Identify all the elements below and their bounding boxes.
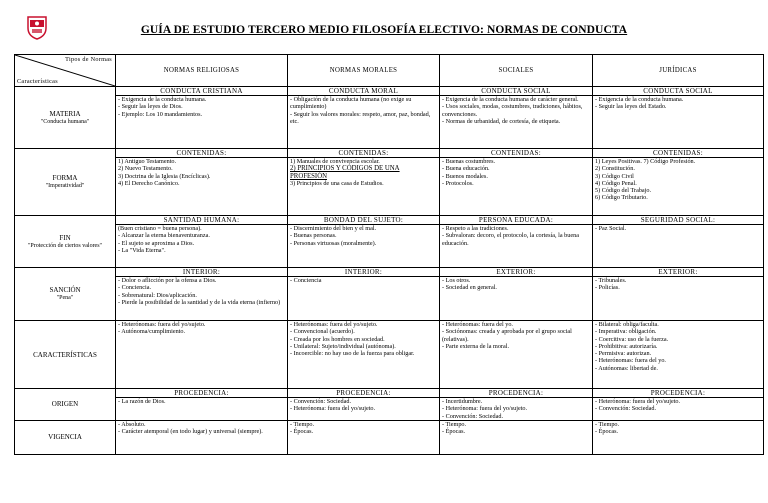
cell-item: 1) Manuales de convivencia escolar. [290, 158, 380, 165]
table-cell [593, 149, 764, 216]
row-header [15, 149, 116, 216]
row-header [15, 389, 116, 421]
cell-caption: BONDAD DEL SUJETO: [288, 216, 439, 225]
row-sublabel: "Conducta humana" [40, 118, 90, 125]
cell-item: - Convención: Sociedad. [595, 405, 657, 413]
cell-caption: EXTERIOR: [440, 268, 592, 277]
cell-item: - Alcanzar la eterna bienaventuranza. [118, 232, 210, 240]
cell-item: - Incertidumbre. [442, 398, 483, 405]
cell-caption: INTERIOR: [116, 268, 287, 277]
cell-item: - Convencional (acuerdo). [290, 328, 355, 336]
cell-item: - Prohibitiva: autorizaría. [595, 342, 658, 350]
table-cell [593, 268, 764, 321]
cell-item: - Heterónomas: fuera del yo/sujeto. [118, 321, 206, 328]
table-cell [116, 420, 288, 454]
row-label: FIN [59, 233, 71, 242]
cell-caption: PERSONA EDUCADA: [440, 216, 592, 225]
cell-item: - Bilateral: obliga/faculta. [595, 321, 659, 328]
table-cell [116, 216, 288, 268]
cell-caption: CONTENIDAS: [440, 149, 592, 158]
cell-item: - Buenas costumbres. [442, 158, 496, 165]
row-header [15, 321, 116, 389]
table-cell [288, 216, 440, 268]
cell-caption: CONTENIDAS: [288, 149, 439, 158]
cell-item: - El sujeto se aproxima a Dios. [118, 239, 195, 247]
cell-item: - Imperativa: obligación. [595, 328, 657, 336]
column-header: JURÍDICAS [593, 55, 764, 87]
cell-caption: EXTERIOR: [593, 268, 763, 277]
cell-item: - Buenos modales. [442, 172, 488, 180]
cell-item: - Heterónomas: fuera del yo. [595, 357, 666, 365]
table-cell [593, 216, 764, 268]
cell-item: - Sociónomas: creada y aprobada por el grupo social (relativas). [442, 328, 572, 343]
table-row [15, 268, 764, 321]
row-sublabel: "Imperatividad" [45, 183, 85, 189]
table-cell [288, 389, 440, 421]
table-cell [116, 87, 288, 149]
table-cell [593, 389, 764, 421]
table-row [15, 420, 764, 454]
cell-item: - Carácter atemporal (en todo lugar) y universal (siempre). [118, 428, 263, 436]
cell-item: - Heterónomas: fuera del yo/sujeto. [290, 321, 378, 328]
cell-item: 2) PRINCIPIOS Y CÓDIGOS DE UNA PROFESIÓN [290, 165, 400, 180]
row-header [15, 87, 116, 149]
cell-caption: PROCEDENCIA: [440, 389, 592, 398]
cell-caption: PROCEDENCIA: [593, 389, 763, 398]
table-cell [116, 149, 288, 216]
cell-caption: CONDUCTA SOCIAL [440, 87, 592, 96]
cell-item: - Paz Social. [595, 225, 627, 232]
cell-item: - Heterónoma: fuera del yo/sujeto. [442, 405, 528, 413]
table-corner [15, 55, 116, 87]
table-row [15, 216, 764, 268]
norms-table [14, 54, 764, 455]
cell-item: 2) Nuevo Testamento. [118, 165, 173, 173]
cell-caption: CONDUCTA SOCIAL [593, 87, 763, 96]
cell-item: - Unilateral: Sujeto/individual (autónoma). [290, 342, 396, 350]
cell-item: - Los otros. [442, 277, 471, 284]
cell-item: - Autónomas: libertad de. [595, 364, 658, 372]
table-row [15, 321, 764, 389]
cell-item: - Respeto a las tradiciones. [442, 225, 509, 232]
table-cell [116, 389, 288, 421]
cell-item: - Exigencia de la conducta humana. [118, 96, 207, 103]
row-label: FORMA [52, 174, 78, 182]
table-cell [440, 420, 593, 454]
cell-item: 6) Código Tributario. [595, 194, 648, 202]
cell-item: 4) El Derecho Canónico. [118, 179, 180, 187]
row-sublabel: "Protección de ciertos valores" [27, 242, 103, 249]
table-cell [116, 268, 288, 321]
table-cell [593, 321, 764, 389]
cell-item: - Parte externa de la moral. [442, 342, 509, 350]
cell-item: - Conciencia [290, 277, 322, 284]
cell-item: - La "Vida Eterna". [118, 246, 166, 254]
cell-item: - Buenas personas. [290, 232, 337, 240]
cell-item: - Dolor o aflicción por la ofensa a Dios. [118, 277, 217, 284]
cell-item: - Seguir las leyes de Dios. [118, 103, 183, 111]
column-header: SOCIALES [440, 55, 593, 87]
cell-item: - Permisiva: autorizan. [595, 350, 652, 358]
cell-item: - Subvaloran: decoro, el protocolo, la cortesía, la buena educación. [442, 232, 579, 247]
table-cell [440, 87, 593, 149]
cell-item: - Convención: Sociedad. [290, 398, 352, 405]
cell-item: - Usos sociales, modas, costumbres, tradiciones, hábitos, convenciones. [442, 103, 583, 118]
cell-item: - Heterónoma: fuera del yo/sujeto. [290, 405, 376, 413]
cell-item: - Policías. [595, 284, 620, 292]
cell-item: - Seguir las leyes del Estado. [595, 103, 667, 111]
table-cell [288, 149, 440, 216]
cell-caption: PROCEDENCIA: [116, 389, 287, 398]
table-cell [288, 268, 440, 321]
cell-caption: CONTENIDAS: [116, 149, 287, 158]
corner-characteristics-label: Características [17, 77, 58, 85]
column-header: NORMAS RELIGIOSAS [116, 55, 288, 87]
cell-item: - Sobrenatural: Dios/aplicación. [118, 291, 197, 299]
cell-item: - Conciencia. [118, 284, 151, 292]
table-row [15, 389, 764, 421]
cell-item: - Épocas. [290, 428, 314, 436]
table-cell [593, 420, 764, 454]
cell-item: - Buena educación. [442, 165, 490, 173]
cell-caption: CONTENIDAS: [593, 149, 763, 158]
page-title: GUÍA DE ESTUDIO TERCERO MEDIO FILOSOFÍA ELECTIVO: NORMAS DE CONDUCTA [140, 24, 628, 36]
table-cell [288, 420, 440, 454]
cell-caption: CONDUCTA CRISTIANA [116, 87, 287, 96]
column-header: NORMAS MORALES [288, 55, 440, 87]
cell-caption: INTERIOR: [288, 268, 439, 277]
cell-item: (Buen cristiano = buena persona). [118, 225, 202, 232]
cell-item: - Tribunales. [595, 277, 627, 284]
cell-item: - Convención: Sociedad. [442, 412, 504, 420]
cell-item: - Pierde la posibilidad de la santidad y de la vida eterna (infierno) [118, 298, 281, 306]
cell-item: - Protocolos. [442, 179, 474, 187]
cell-item: 1) Antiguo Testamento. [118, 158, 177, 165]
cell-caption: SANTIDAD HUMANA: [116, 216, 287, 225]
cell-item: - Seguir los valores morales: respeto, amor, paz, bondad, etc. [290, 110, 431, 125]
cell-item: - Normas de urbanidad, de cortesía, de etiqueta. [442, 117, 561, 125]
cell-item: - Discernimiento del bien y el mal. [290, 225, 377, 232]
table-cell [440, 216, 593, 268]
row-label: VIGENCIA [48, 433, 82, 442]
cell-item: - Tiempo. [442, 420, 467, 428]
cell-item: - Épocas. [442, 428, 466, 436]
cell-item: 3) Principios de una casa de Estudios. [290, 180, 384, 188]
cell-item: - Tiempo. [290, 420, 315, 428]
cell-item: 3) Doctrina de la Iglesia (Encíclicas). [118, 172, 211, 180]
cell-item: - Personas virtuosas (moralmente). [290, 239, 377, 247]
row-label: CARACTERÍSTICAS [33, 350, 97, 359]
table-cell [440, 389, 593, 421]
cell-caption: SEGURIDAD SOCIAL: [593, 216, 763, 225]
cell-item: - Autónoma/cumplimiento. [118, 328, 186, 336]
cell-caption: CONDUCTA MORAL [288, 87, 439, 96]
table-cell [440, 321, 593, 389]
cell-item: - Incoercible: no hay uso de la fuerza para obligar. [290, 350, 415, 358]
cell-item: - Tiempo. [595, 420, 620, 428]
row-header [15, 268, 116, 321]
row-label: MATERIA [49, 109, 81, 118]
cell-item: - Heterónomas: fuera del yo. [442, 321, 513, 328]
cell-item: - Obligación de la conducta humana (no exige su cumplimiento) [290, 96, 412, 111]
row-label: SANCIÓN [49, 286, 81, 294]
table-cell [440, 149, 593, 216]
cell-item: - Coercitiva: uso de la fuerza. [595, 335, 669, 343]
table-cell [593, 87, 764, 149]
table-cell [116, 321, 288, 389]
row-label: ORIGEN [51, 400, 79, 409]
row-header [15, 216, 116, 268]
cell-item: - Creada por los hombres en sociedad. [290, 335, 385, 343]
cell-item: - Absoluto. [118, 420, 146, 428]
cell-item: - Épocas. [595, 428, 619, 436]
row-header [15, 420, 116, 454]
cell-item: 4) Código Penal. [595, 179, 637, 187]
cell-item: - Sociedad en general. [442, 284, 497, 292]
cell-item: - Ejemplo: Los 10 mandamientos. [118, 110, 203, 118]
cell-item: 2) Constitución. [595, 165, 635, 173]
cell-item: - Heterónoma: fuera del yo/sujeto. [595, 398, 681, 405]
cell-item: - La razón de Dios. [118, 398, 166, 405]
cell-item: - Exigencia de la conducta humana. [595, 96, 684, 103]
table-row [15, 149, 764, 216]
cell-item: 5) Código del Trabajo. [595, 187, 652, 195]
row-sublabel: "Pena" [56, 295, 74, 301]
corner-types-label: Tipos de Normas [65, 56, 112, 63]
table-cell [288, 87, 440, 149]
cell-item: 1) Leyes Positivas. 7) Código Profesión. [595, 158, 696, 165]
cell-item: 3) Código Civil [595, 172, 634, 180]
cell-item: - Exigencia de la conducta humana de carácter general. [442, 96, 579, 103]
table-cell [440, 268, 593, 321]
table-cell [288, 321, 440, 389]
table-row [15, 87, 764, 149]
cell-caption: PROCEDENCIA: [288, 389, 439, 398]
